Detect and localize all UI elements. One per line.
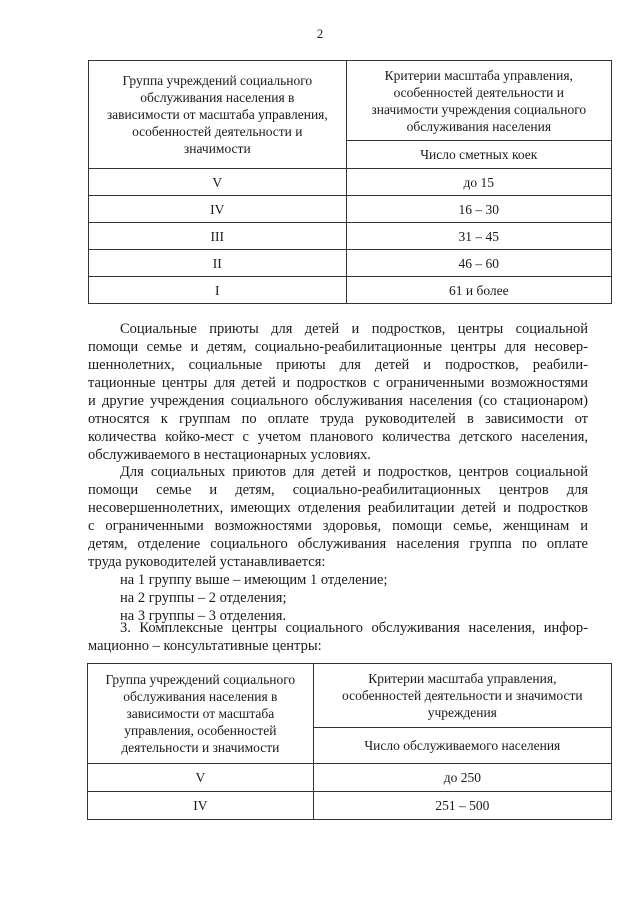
text-line: помощи семье и детям, социально-реабилитационные центры для несовер- — [88, 339, 588, 355]
table-row — [89, 277, 612, 304]
page-number: 2 — [316, 26, 324, 41]
paragraph-complex-centers — [88, 619, 588, 655]
table1-header-left-line: особенностей деятельности и — [132, 124, 303, 139]
group-cell: V — [89, 169, 347, 196]
value-cell: 31 – 45 — [346, 223, 611, 250]
table-row — [89, 250, 612, 277]
value-cell: до 15 — [346, 169, 611, 196]
text-line: шеннолетних, социальные приюты для детей и подростков, реабили- — [88, 357, 588, 373]
text-line: относятся к группам по оплате труда руководителей в зависимости от — [88, 411, 588, 427]
table2-header-left-line: зависимости от масштаба — [126, 706, 275, 721]
table-scale-population — [87, 663, 612, 820]
table1-header-left — [89, 61, 347, 169]
list-item: на 1 группу выше – имеющим 1 отделение; — [120, 572, 388, 588]
table-row — [89, 169, 612, 196]
table1-header-right-line: обслуживания населения — [406, 118, 552, 134]
group-cell: II — [89, 250, 347, 277]
table1-header-left-line: зависимости от масштаба управления, — [106, 107, 328, 122]
paragraph-departments — [88, 463, 588, 571]
text-line: с ограниченными возможностями здоровья, помощи семье, женщинам и — [88, 518, 588, 534]
table2-header-left-line: деятельности и значимости — [121, 740, 280, 755]
text-line: тационные центры для детей и подростков с ограниченными возможностями — [88, 375, 588, 391]
value-cell: 46 – 60 — [346, 250, 611, 277]
table1-header-left-line: обслуживания населения в — [140, 90, 295, 105]
text-line: обслуживаемого в нестационарных условиях. — [88, 447, 371, 463]
text-line: мационно – консультативные центры: — [88, 638, 322, 654]
text-line: Для социальных приютов для детей и подростков, центров социальной — [120, 464, 588, 480]
list-item: на 3 группы – 3 отделения. — [120, 608, 287, 624]
text-line: 3. Комплексные центры социального обслуживания населения, инфор- — [120, 620, 588, 636]
value-cell: 251 – 500 — [313, 792, 611, 820]
table1-header-right — [346, 61, 611, 141]
table2-header-right-line: учреждения — [427, 705, 497, 720]
table2-header-right — [313, 664, 611, 728]
group-cell: IV — [88, 792, 314, 820]
table-row — [88, 792, 612, 820]
group-cell: V — [88, 764, 314, 792]
text-line: помощи семье и детям, социально-реабилитационных центров для — [88, 482, 588, 498]
text-line: Социальные приюты для детей и подростков, центры социальной — [120, 321, 588, 337]
group-cell: IV — [89, 196, 347, 223]
table2-header-left — [88, 664, 314, 764]
table1-header-right-line: Критерии масштаба управления, — [384, 67, 573, 83]
group-increase-list — [88, 571, 588, 625]
value-cell: до 250 — [313, 764, 611, 792]
table2-header-left-line: обслуживания населения в — [123, 689, 278, 704]
text-line: несовершеннолетних, имеющих отделения реабилитации детей и подростков — [88, 500, 588, 516]
text-line: детям, отделение социального обслуживания населения группа по оплате — [88, 536, 588, 552]
table1-header-right-line: значимости учреждения социального — [371, 101, 587, 117]
table-row — [89, 223, 612, 250]
text-line: и другие учреждения социального обслуживания населения (со стационаром) — [88, 393, 588, 409]
table2-header-right-line: особенностей деятельности и значимости — [342, 688, 583, 703]
table2-header-left-line: Группа учреждений социального — [105, 672, 296, 687]
value-cell: 16 – 30 — [346, 196, 611, 223]
paragraph-shelters — [88, 320, 588, 464]
group-cell: III — [89, 223, 347, 250]
table2-header-left-line: управления, особенностей — [124, 723, 277, 738]
table2-header-right-line: Критерии масштаба управления, — [368, 671, 557, 686]
table1-header-left-line: Группа учреждений социального — [122, 73, 313, 88]
table1-header-right-line: особенностей деятельности и — [393, 84, 565, 100]
table-scale-beds — [88, 60, 612, 304]
table-row — [89, 196, 612, 223]
table2-subheader: Число обслуживаемого населения — [313, 728, 611, 764]
table1-subheader: Число сметных коек — [346, 141, 611, 169]
table-row — [88, 764, 612, 792]
table1-header-left-line: значимости — [183, 141, 251, 156]
group-cell: I — [89, 277, 347, 304]
list-item: на 2 группы – 2 отделения; — [120, 590, 287, 606]
value-cell: 61 и более — [346, 277, 611, 304]
text-line: труда руководителей устанавливается: — [88, 554, 326, 570]
text-line: количества койко-мест с учетом планового количества детского населения, — [88, 429, 588, 445]
